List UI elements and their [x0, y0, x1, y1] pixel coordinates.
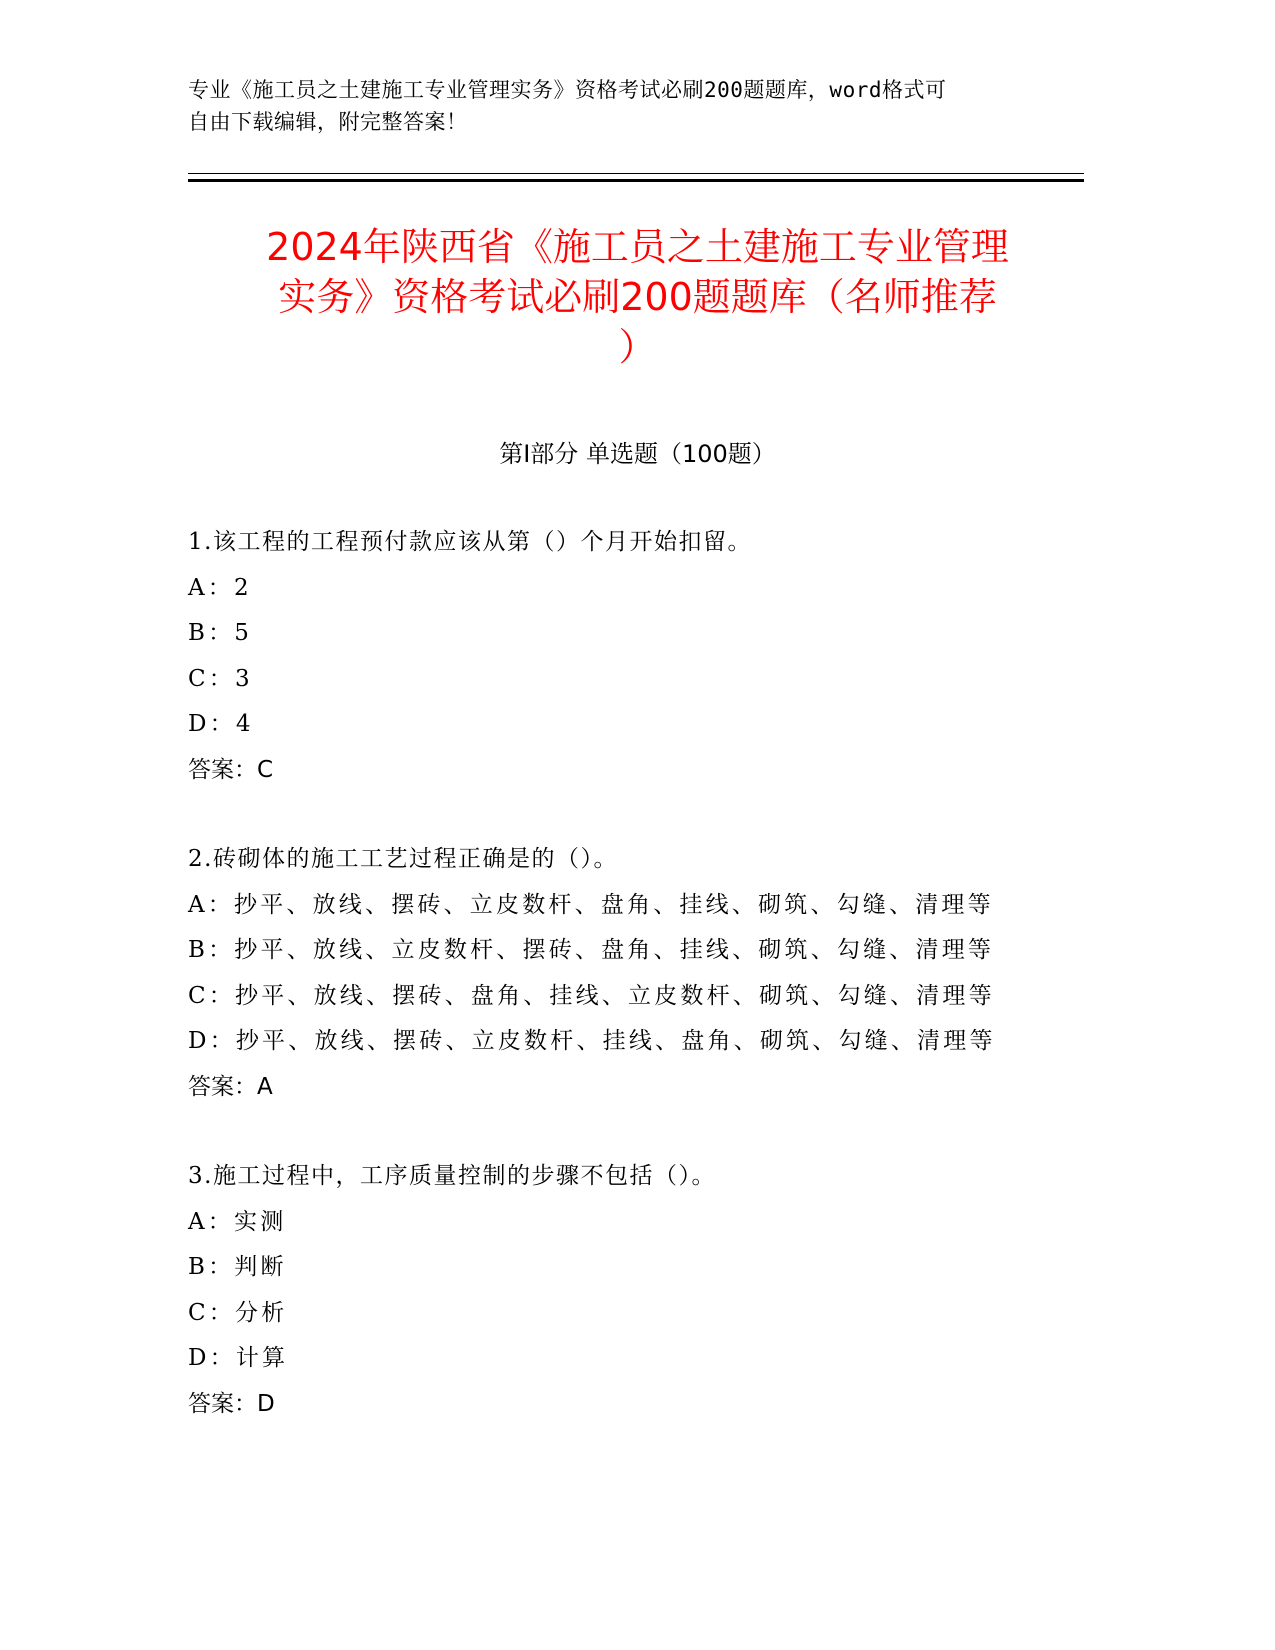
option-d: D：抄平、放线、摆砖、立皮数杆、挂线、盘角、砌筑、勾缝、清理等 — [188, 1028, 996, 1054]
option-a: A：实测 — [188, 1208, 287, 1235]
option-c: C：抄平、放线、摆砖、盘角、挂线、立皮数杆、砌筑、勾缝、清理等 — [188, 982, 995, 1009]
question-list — [188, 520, 1088, 1471]
header-note — [188, 74, 1068, 138]
question-stem: 3.施工过程中，工序质量控制的步骤不包括（）。 — [188, 1163, 716, 1189]
title-line-1: 2024年陕西省《施工员之土建施工专业管理 — [266, 225, 1009, 269]
answer: 答案：A — [188, 1073, 273, 1100]
header-rule-thick — [188, 179, 1084, 182]
option-b: B：判断 — [188, 1254, 287, 1280]
option-c: C：分析 — [188, 1299, 288, 1326]
title-line-3: ） — [618, 325, 657, 369]
option-b: B：抄平、放线、立皮数杆、摆砖、盘角、挂线、砌筑、勾缝、清理等 — [188, 937, 995, 963]
option-c: C：3 — [188, 665, 253, 692]
question-stem: 1.该工程的工程预付款应该从第（）个月开始扣留。 — [188, 529, 752, 555]
option-d: D：计算 — [188, 1345, 289, 1371]
option-a: A：2 — [188, 574, 252, 601]
answer: 答案：C — [188, 756, 274, 783]
option-a: A：抄平、放线、摆砖、立皮数杆、盘角、挂线、砌筑、勾缝、清理等 — [188, 891, 994, 918]
question-1 — [188, 520, 1088, 793]
header-note-line-2: 自由下载编辑，附完整答案！ — [188, 110, 468, 134]
section-heading: 第I部分 单选题（100题） — [499, 440, 776, 468]
option-d: D：4 — [188, 711, 254, 737]
question-stem: 2.砖砌体的施工工艺过程正确是的（）。 — [188, 846, 618, 872]
question-2 — [188, 837, 1088, 1110]
header-note-line-1: 专业《施工员之土建施工专业管理实务》资格考试必刷200题题库，word格式可 — [188, 78, 947, 102]
answer: 答案：D — [188, 1390, 275, 1417]
option-b: B：5 — [188, 620, 253, 646]
question-3 — [188, 1154, 1088, 1427]
header-rule-thin — [188, 173, 1084, 174]
document-title — [175, 222, 1100, 372]
title-line-2: 实务》资格考试必刷200题题库（名师推荐 — [278, 275, 997, 319]
